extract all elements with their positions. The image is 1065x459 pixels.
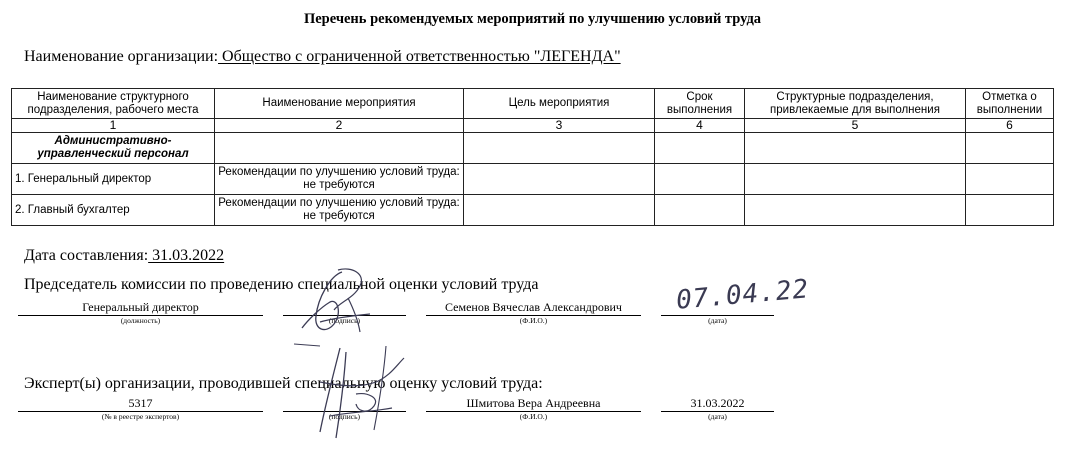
commission-name-field: [426, 300, 641, 325]
organization-name: Общество с ограниченной ответственностью "ЛЕГЕНДА": [218, 48, 621, 65]
compiled-date-line: [24, 247, 224, 265]
column-number: 6: [966, 119, 1054, 133]
column-number-row: [12, 119, 1054, 133]
commission-heading: Председатель комиссии по проведению специальной оценки условий труда: [24, 276, 539, 293]
header-departments: Структурные подразделения, привлекаемые для выполнения: [745, 89, 966, 119]
group-label: Административно-управленческий персонал: [12, 133, 215, 164]
date-caption: (дата): [708, 316, 727, 325]
expert-name-field: [426, 396, 641, 421]
position-caption: (должность): [120, 316, 161, 325]
column-number: 2: [215, 119, 464, 133]
header-measure: Наименование мероприятия: [215, 89, 464, 119]
table-header-row: [12, 89, 1054, 119]
group-row: [12, 133, 1054, 164]
workplace-cell: 2. Главный бухгалтер: [12, 195, 215, 226]
organization-line: [24, 48, 621, 66]
date-caption: (дата): [708, 412, 727, 421]
column-number: 4: [655, 119, 745, 133]
header-workplace: Наименование структурного подразделения, рабочего места: [12, 89, 215, 119]
commission-position: Генеральный директор: [82, 300, 199, 314]
expert-name: Шмитова Вера Андреевна: [466, 396, 601, 410]
commission-signature-scribble: [290, 258, 400, 348]
header-deadline: Срок выполнения: [655, 89, 745, 119]
expert-registry-field: [18, 396, 263, 421]
expert-heading: Эксперт(ы) организации, проводившей специальную оценку условий труда:: [24, 375, 543, 392]
document-title: Перечень рекомендуемых мероприятий по улучшению условий труда: [303, 11, 762, 27]
organization-label: Наименование организации:: [24, 48, 219, 65]
name-caption: (Ф.И.О.): [519, 316, 548, 325]
column-number: 1: [12, 119, 215, 133]
measure-cell: Рекомендации по улучшению условий труда: не требуются: [215, 164, 464, 195]
expert-registry-number: 5317: [128, 396, 153, 410]
commission-position-field: [18, 300, 263, 325]
measures-table: [11, 88, 1054, 226]
commission-name: Семенов Вячеслав Александрович: [445, 300, 622, 314]
handwritten-date: 07.04.22: [674, 274, 811, 316]
header-goal: Цель мероприятия: [464, 89, 655, 119]
column-number: 5: [745, 119, 966, 133]
expert-signature-scribble: [300, 342, 410, 442]
name-caption: (Ф.И.О.): [519, 412, 548, 421]
table-row: [12, 195, 1054, 226]
table-row: [12, 164, 1054, 195]
compiled-date-value: 31.03.2022: [148, 247, 225, 264]
signature-caption: (подпись): [328, 316, 361, 325]
signature-caption: (подпись): [328, 412, 361, 421]
measure-cell: Рекомендации по улучшению условий труда: не требуются: [215, 195, 464, 226]
workplace-cell: 1. Генеральный директор: [12, 164, 215, 195]
expert-date: 31.03.2022: [690, 396, 745, 410]
expert-date-field: [661, 396, 774, 421]
registry-caption: (№ в реестре экспертов): [101, 412, 180, 421]
compiled-date-label: Дата составления:: [24, 247, 149, 264]
column-number: 3: [464, 119, 655, 133]
header-completion-mark: Отметка о выполнении: [966, 89, 1054, 119]
